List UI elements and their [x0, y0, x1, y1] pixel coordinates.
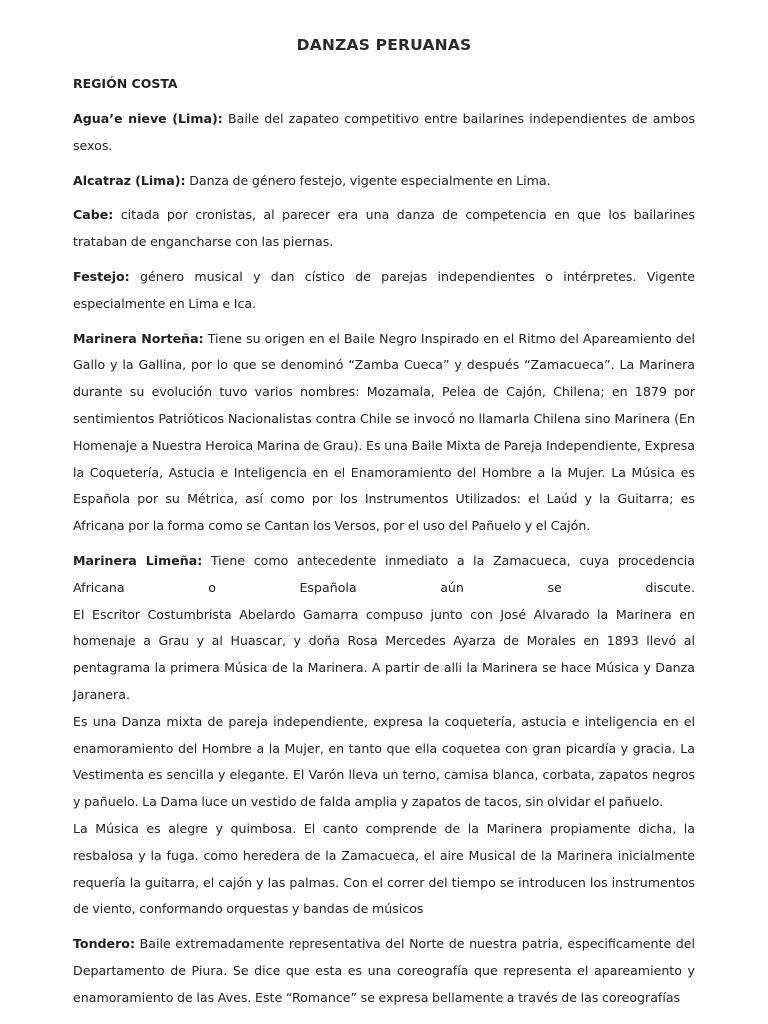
entry-marinera-limena-p3: Es una Danza mixta de pareja independiente, expresa la coquetería, astucia e inteligencia en el enamoramiento del Hombre a la Mujer, en tanto que ella coquetea con gran picardía y gracia. La Vestimenta es sencilla y elegante. El Varón lleva un terno, camisa blanca, corbata, zapatos negros y pañuelo. La Dama luce un vestido de falda amplia y zapatos de tacos, sin olvidar el pañuelo.	[73, 713, 695, 810]
entry-alcatraz	[73, 168, 695, 195]
entry-text: citada por cronistas, al parecer era una danza de competencia en que los bailarines trataban de engancharse con las piernas.	[73, 207, 695, 250]
document-page	[73, 36, 695, 1020]
entry-text: género musical y dan cístico de parejas independientes o intérpretes. Vigente especialmente en Lima e Ica.	[73, 268, 695, 311]
entry-marinera-limena-p2: El Escritor Costumbrista Abelardo Gamarra compuso junto con José Alvarado la Marinera en homenaje a Grau y al Huascar, y doña Rosa Mercedes Ayarza de Morales en 1893 llevó al pentagrama la primera Música de la Marinera. A partir de alli la Marinera se hace Música y Danza Jaranera.	[73, 606, 695, 702]
entry-cabe	[73, 202, 695, 256]
entry-term: Marinera Norteña:	[73, 330, 204, 346]
entry-term: Alcatraz (Lima):	[73, 172, 186, 188]
entry-marinera-limena-p4: La Música es alegre y quimbosa. El canto comprende de la Marinera propiamente dicha, la resbalosa y la fuga. como heredera de la Zamacueca, el aire Musical de la Marinera inicialmente requería la guitarra, el cajón y las palmas. Con el correr del tiempo se introducen los instrumentos de viento, conformando orquestas y bandas de músicos	[73, 820, 695, 917]
entry-text: Baile extremadamente representativa del Norte de nuestra patria, especificamente del Departamento de Piura. Se dice que esta es una coreografía que representa el apareamiento y enamoramiento de las Aves. Este “Romance” se expresa bellamente a través de las coreografías	[73, 936, 695, 1005]
entry-term: Marinera Limeña:	[73, 552, 203, 568]
entry-term: Festejo:	[73, 268, 130, 284]
entry-text: Danza de género festejo, vigente especialmente en Lima.	[185, 172, 551, 188]
entry-term: Agua’e nieve (Lima):	[73, 111, 223, 126]
entry-text: Baile del zapateo competitivo entre bailarines independientes de ambos sexos.	[73, 111, 696, 153]
entry-marinera-limena	[73, 548, 695, 602]
entry-text: Tiene como antecedente inmediato a la Zamacueca, cuya procedencia Africana o Española aún se discute.	[73, 552, 696, 595]
entry-agua-nieve	[73, 106, 695, 160]
entry-festejo	[73, 264, 695, 318]
document-title: DANZAS PERUANAS	[296, 36, 472, 54]
region-heading: REGIÓN COSTA	[73, 76, 178, 91]
entry-term: Cabe:	[73, 207, 114, 223]
entry-term: Tondero:	[73, 936, 135, 952]
entry-tondero	[73, 931, 695, 1011]
entry-text: Tiene su origen en el Baile Negro Inspirado en el Ritmo del Apareamiento del Gallo y la Gallina, por lo que se denominó “Zamba Cueca” y después “Zamacueca”. La Marinera durante su evolución tuvo varios nombres: Mozamala, Pelea de Cajón, Chilena; en 1879 por sentimientos Patrióticos Nacionalistas contra Chile se invocó no llamarla Chilena sino Marinera (En Homenaje a Nuestra Heroica Marina de Grau). Es una Baile Mixta de Pareja Independiente, Expresa la Coquetería, Astucia e Inteligencia en el Enamoramiento del Hombre a la Mujer. La Música es Española por su Métrica, así como por los Instrumentos Utilizados: el Laúd y la Guitarra; es Africana por la forma como se Cantan los Versos, por el uso del Pañuelo y el Cajón.	[73, 330, 695, 534]
entry-marinera-nortena	[73, 326, 695, 540]
